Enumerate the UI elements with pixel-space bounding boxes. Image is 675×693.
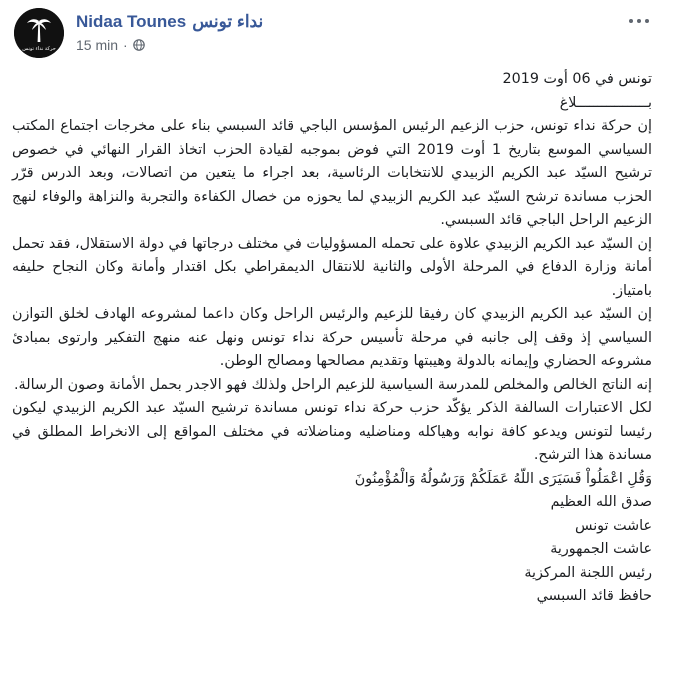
signatory-name: حافظ قائد السبسي [536,588,652,604]
paragraph-2: إن السيّد عبد الكريم الزبيدي علاوة على تحمله المسؤوليات في مختلف درجاتها في دولة الاستقلال، فقد تحمل أمانة وزارة الدفاع في المرحلة الأولى والثانية للانتقال الديمقراطي بكل اقتدار وأمانة وكان النجاح حليفه بامتياز. [12,235,652,299]
quran-verse: وَقُلِ اعْمَلُواْ فَسَيَرَى اللّهُ عَمَلَكُمْ وَرَسُولُهُ وَالْمُؤْمِنُونَ [354,470,652,487]
avatar-text: حركة نداء تونس [22,46,56,52]
ellipsis-dot [645,19,649,23]
date-line: تونس في 06 أوت 2019 [502,71,652,87]
page-avatar[interactable] [14,8,64,58]
announcement-title: بـــــــــــــــــلاغ [559,94,652,111]
paragraph-5: لكل الاعتبارات السالفة الذكر يؤكّد حزب حركة نداء تونس مساندة ترشيح السيّد عبد الكريم الزبيدي ليكون رئيسا لتونس ويدعو كافة نوابه وهياكله ومناضليه ومناضلاته في مختلف المواقع إلى الانخراط المطلق في مساندة هذا الترشح. [12,400,652,463]
more-options-button[interactable] [624,10,654,32]
post-meta [76,37,145,53]
closing-line-3: عاشت تونس [574,517,652,534]
closing-line-4: عاشت الجمهورية [550,541,652,557]
post-body [12,68,652,609]
closing-line-2: صدق الله العظيم [550,494,652,510]
palm-tree-logo [14,8,64,58]
post-footer-edge [0,687,675,693]
page-name-arabic[interactable]: نداء تونس [192,12,264,31]
page-name-latin[interactable]: Nidaa Tounes [76,12,187,31]
paragraph-4: إنه الناتج الخالص والمخلص للمدرسة السياسية للزعيم الراحل ولذلك فهو الاجدر بحمل الأمانة وصون الرسالة. [14,376,652,393]
signatory-title: رئيس اللجنة المركزية [524,564,652,581]
ellipsis-icon [629,19,633,23]
meta-separator: · [123,37,128,53]
ellipsis-dot [637,19,641,23]
paragraph-3: إن السيّد عبد الكريم الزبيدي كان رفيقا للزعيم والرئيس الراحل وكان داعما لمشروعه الهادف لخلق التوازن السياسي إذ وقف إلى جانبه في مرحلة تأسيس حركة نداء تونس ونهل عنه منهج التفكير وارتوى بمبادئ مشروعه الحضاري وإيمانه بالدولة وهيبتها وتقديم مصالحها ومصالح الوطن. [12,306,652,369]
paragraph-1: إن حركة نداء تونس، حزب الزعيم الرئيس المؤسس الباجي قائد السبسي بناء على مخرجات اجتماع المكتب السياسي الموسع بتاريخ 1 أوت 2019 التي فوض بموجبه لقيادة الحزب اتخاذ القرار النهائي في خصوص ترشيح السيّد عبد الكريم الزبيدي للانتخابات الرئاسية، بعد اجراء ما يتعين من اتصالات، وبعد الدرس قرّر الحزب مساندة ترشح السيّد عبد الكريم الزبيدي لما يحوزه من خصال الكفاءة والتجربة والنزاهة والوفاء لنهج الزعيم الراحل الباجي قائد السبسي. [12,118,652,228]
globe-icon[interactable] [133,39,145,51]
page-name-link[interactable] [76,12,263,32]
post-header [14,8,654,60]
post-timestamp[interactable]: 15 min [76,37,119,53]
